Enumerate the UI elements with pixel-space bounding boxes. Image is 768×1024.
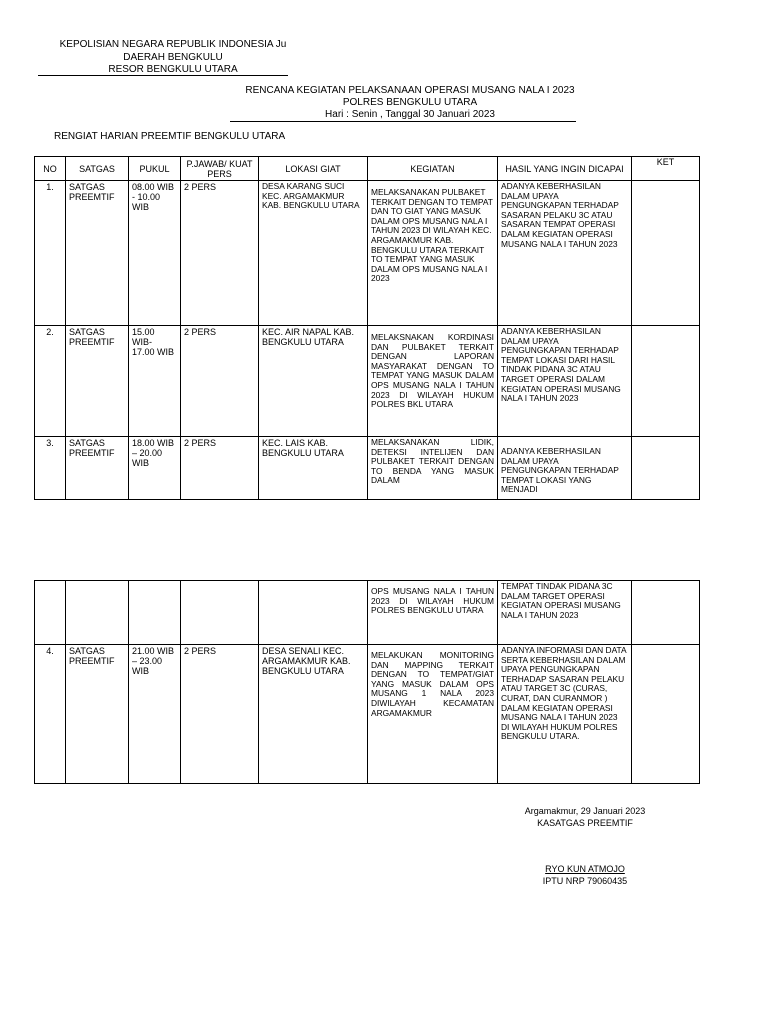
row-kegiatan: MELAKUKAN MONITORING DAN MAPPING TERKAIT DENGAN TO TEMPAT/GIAT YANG MASUK DALAM OPS MUSANG 1 NALA 2023 DIWILAYAH KECAMATAN ARGAMAKMUR bbox=[368, 645, 498, 784]
table-row bbox=[35, 645, 700, 784]
signature-place-date: Argamakmur, 29 Januari 2023 bbox=[524, 806, 646, 816]
letterhead-underline bbox=[38, 75, 288, 76]
doc-title: RENCANA KEGIATAN PELAKSANAAN OPERASI MUSANG NALA I 2023 bbox=[245, 85, 575, 96]
col-header-ket: KET bbox=[632, 157, 700, 181]
row-no: 1. bbox=[35, 181, 66, 326]
col-header-pukul: PUKUL bbox=[129, 157, 181, 181]
row-kegiatan: MELAKSANAKAN PULBAKET TERKAIT DENGAN TO TEMPAT DAN TO GIAT YANG MASUK DALAM OPS MUSANG NALA I TAHUN 2023 DI WILAYAH KEC. ARGAMAKMUR KAB. BENGKULU UTARA TERKAIT TO TEMPAT YANG MASUK DALAM OPS MUSANG NALA I 2023 bbox=[368, 181, 498, 326]
col-header-satgas: SATGAS bbox=[66, 157, 129, 181]
row-ket bbox=[632, 326, 700, 437]
row-ket bbox=[632, 437, 700, 500]
row-no: 4. bbox=[35, 645, 66, 784]
row-pukul bbox=[129, 581, 181, 645]
row-no bbox=[35, 581, 66, 645]
row-pukul: 08.00 WIB - 10.00 WIB bbox=[129, 181, 181, 326]
row-pukul: 21.00 WIB – 23.00 WIB bbox=[129, 645, 181, 784]
activity-table bbox=[34, 156, 700, 500]
row-pukul: 15.00 WIB- 17.00 WIB bbox=[129, 326, 181, 437]
org-line-2: DAERAH BENGKULU bbox=[123, 52, 223, 63]
row-lokasi: DESA SENALI KEC. ARGAMAKMUR KAB. BENGKULU UTARA bbox=[259, 645, 368, 784]
row-lokasi: KEC. LAIS KAB. BENGKULU UTARA bbox=[259, 437, 368, 500]
org-line-1: KEPOLISIAN NEGARA REPUBLIK INDONESIA Ju bbox=[59, 39, 287, 50]
row-hasil: ADANYA KEBERHASILAN DALAM UPAYA PENGUNGKAPAN TERHADAP TEMPAT LOKASI YANG MENJADI bbox=[498, 437, 632, 500]
row-hasil: ADANYA INFORMASI DAN DATA SERTA KEBERHASILAN DALAM UPAYA PENGUNGKAPAN TERHADAP SASARAN PELAKU ATAU TARGET 3C (CURAS, CURAT, DAN CURANMOR ) DALAM KEGIATAN OPERASI MUSANG NALA I TAHUN 2023 DI WILAYAH HUKUM POLRES BENGKULU UTARA. bbox=[498, 645, 632, 784]
signature-position: KASATGAS PREEMTIF bbox=[537, 818, 633, 828]
table-row bbox=[35, 181, 700, 326]
row-satgas bbox=[66, 581, 129, 645]
row-pukul: 18.00 WIB – 20.00 WIB bbox=[129, 437, 181, 500]
col-header-no: NO bbox=[35, 157, 66, 181]
row-hasil: ADANYA KEBERHASILAN DALAM UPAYA PENGUNGKAPAN TERHADAP TEMPAT LOKASI DARI HASIL TINDAK PIDANA 3C ATAU TARGET OPERASI DALAM KEGIATAN OPERASI MUSANG NALA I TAHUN 2023 bbox=[498, 326, 632, 437]
row-no: 3. bbox=[35, 437, 66, 500]
row-kegiatan: MELAKSANAKAN LIDIK, DETEKSI INTELIJEN DAN PULBAKET TERKAIT DENGAN TO BENDA YANG MASUK DALAM bbox=[368, 437, 498, 500]
org-line-3: RESOR BENGKULU UTARA bbox=[108, 64, 238, 75]
table-header-row bbox=[35, 157, 700, 181]
section-heading: RENGIAT HARIAN PREEMTIF BENGKULU UTARA bbox=[54, 131, 286, 142]
row-no: 2. bbox=[35, 326, 66, 437]
row-pjawab bbox=[181, 581, 259, 645]
activity-table-continued bbox=[34, 580, 700, 784]
col-header-hasil: HASIL YANG INGIN DICAPAI bbox=[498, 157, 632, 181]
title-underline bbox=[230, 121, 576, 122]
table-row bbox=[35, 581, 700, 645]
table-row bbox=[35, 437, 700, 500]
row-lokasi bbox=[259, 581, 368, 645]
signature-rank-nrp: IPTU NRP 79060435 bbox=[542, 876, 628, 886]
row-satgas: SATGAS PREEMTIF bbox=[66, 645, 129, 784]
row-ket bbox=[632, 181, 700, 326]
col-header-lokasi: LOKASI GIAT bbox=[259, 157, 368, 181]
row-lokasi: DESA KARANG SUCI KEC. ARGAMAKMUR KAB. BENGKULU UTARA bbox=[259, 181, 368, 326]
row-hasil: TEMPAT TINDAK PIDANA 3C DALAM TARGET OPERASI KEGIATAN OPERASI MUSANG NALA I TAHUN 2023 bbox=[498, 581, 632, 645]
row-pjawab: 2 PERS bbox=[181, 437, 259, 500]
row-kegiatan: MELAKSNAKAN KORDINASI DAN PULBAKET TERKAIT DENGAN LAPORAN MASYARAKAT DENGAN TO TEMPAT YANG MASUK DALAM OPS MUSANG NALA I TAHUN 2023 DI WILAYAH HUKUM POLRES BKL UTARA bbox=[368, 326, 498, 437]
row-hasil: ADANYA KEBERHASILAN DALAM UPAYA PENGUNGKAPAN TERHADAP SASARAN PELAKU 3C ATAU SASARAN TEMPAT OPERASI DALAM KEGIATAN OPERASI MUSANG NALA I TAHUN 2023 bbox=[498, 181, 632, 326]
row-lokasi: KEC. AIR NAPAL KAB. BENGKULU UTARA bbox=[259, 326, 368, 437]
row-kegiatan: OPS MUSANG NALA I TAHUN 2023 DI WILAYAH HUKUM POLRES BENGKULU UTARA bbox=[368, 581, 498, 645]
row-pjawab: 2 PERS bbox=[181, 326, 259, 437]
doc-date: Hari : Senin , Tanggal 30 Januari 2023 bbox=[325, 109, 495, 120]
row-ket bbox=[632, 645, 700, 784]
row-satgas: SATGAS PREEMTIF bbox=[66, 326, 129, 437]
row-pjawab: 2 PERS bbox=[181, 645, 259, 784]
col-header-kegiatan: KEGIATAN bbox=[368, 157, 498, 181]
doc-subtitle: POLRES BENGKULU UTARA bbox=[342, 97, 478, 108]
signature-name: RYO KUN ATMOJO bbox=[545, 864, 625, 874]
row-satgas: SATGAS PREEMTIF bbox=[66, 181, 129, 326]
row-satgas: SATGAS PREEMTIF bbox=[66, 437, 129, 500]
row-pjawab: 2 PERS bbox=[181, 181, 259, 326]
row-ket bbox=[632, 581, 700, 645]
col-header-pjawab: P.JAWAB/ KUAT PERS bbox=[181, 157, 259, 181]
table-row bbox=[35, 326, 700, 437]
